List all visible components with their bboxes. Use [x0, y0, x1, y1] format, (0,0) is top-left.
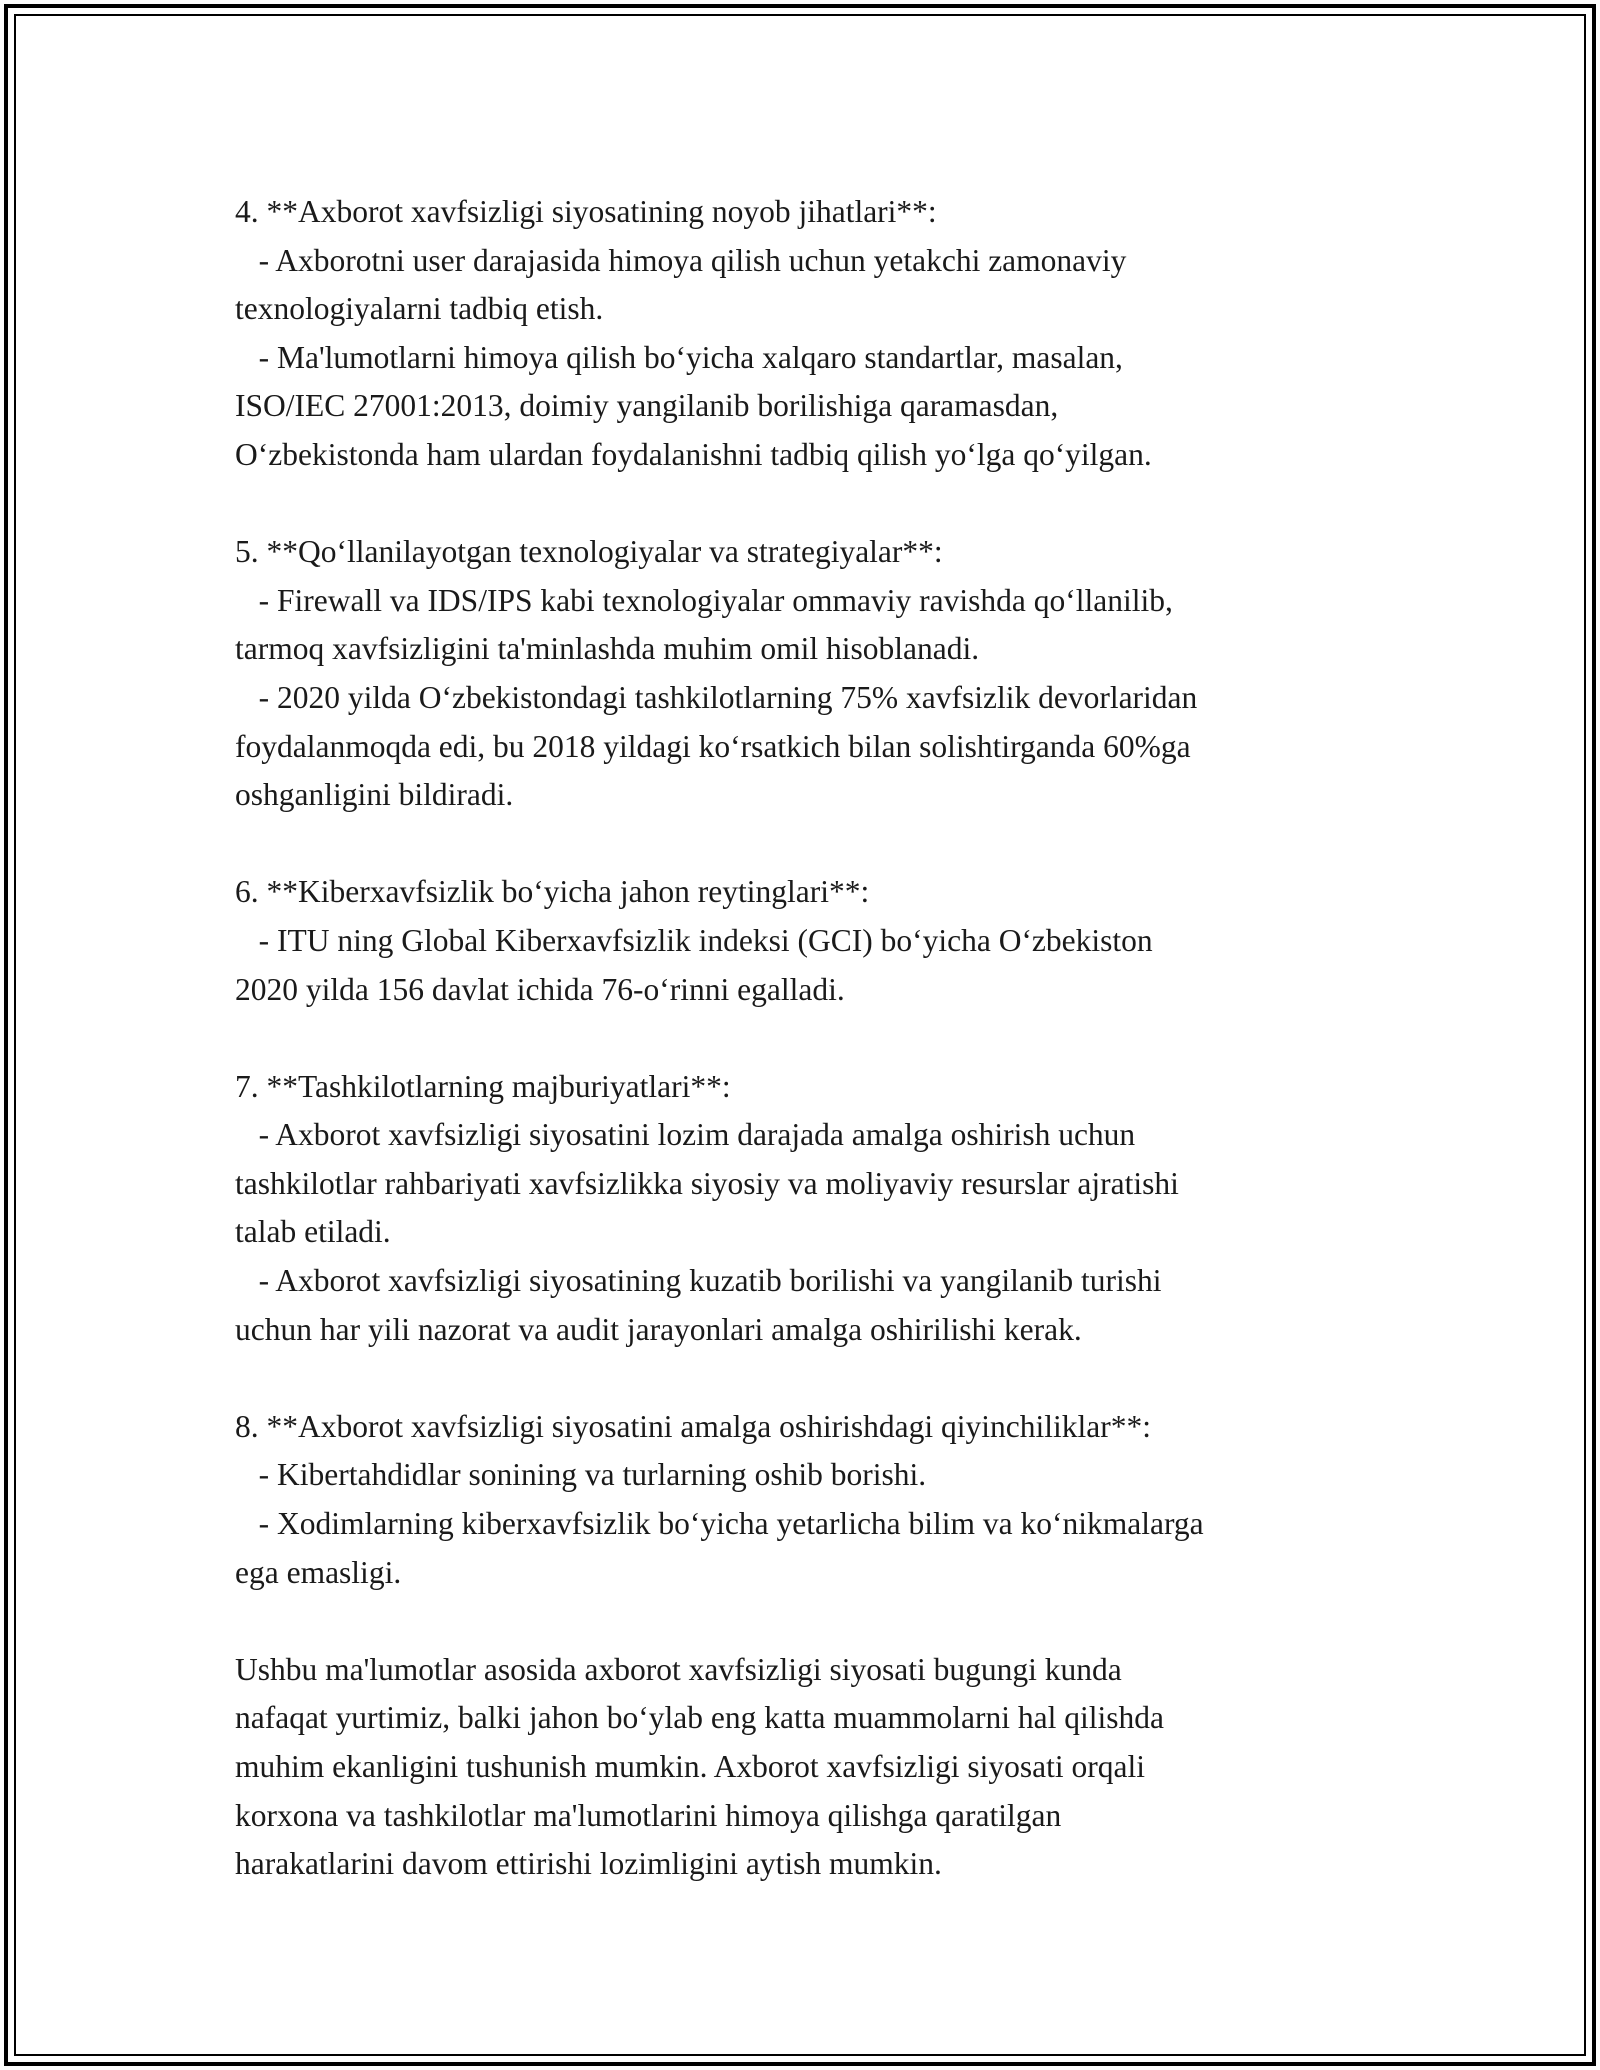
text-line: - Firewall va IDS/IPS kabi texnologiyalar ommaviy ravishda qo‘llanilib,: [235, 582, 1173, 618]
numbered-section: [235, 528, 1415, 820]
section-heading: 7. **Tashkilotlarning majburiyatlari**:: [235, 1068, 731, 1104]
paragraph-gap: [235, 820, 1415, 869]
text-line: talab etiladi.: [235, 1214, 391, 1250]
text-line: uchun har yili nazorat va audit jarayonlari amalga oshirilishi kerak.: [235, 1311, 1082, 1347]
text-line: - Kibertahdidlar sonining va turlarning oshib borishi.: [235, 1457, 927, 1493]
paragraph-gap: [235, 1354, 1415, 1403]
document-body: [235, 188, 1415, 1889]
text-line: muhim ekanligini tushunish mumkin. Axborot xavfsizligi siyosati orqali: [235, 1749, 1145, 1784]
text-line: texnologiyalarni tadbiq etish.: [235, 291, 604, 327]
text-line: - Axborot xavfsizligi siyosatining kuzatib borilishi va yangilanib turishi: [235, 1263, 1162, 1299]
text-line: tarmoq xavfsizligini ta'minlashda muhim omil hisoblanadi.: [235, 631, 980, 667]
text-line: foydalanmoqda edi, bu 2018 yildagi ko‘rsatkich bilan solishtirganda 60%ga: [235, 728, 1191, 764]
paragraph-gap: [235, 480, 1415, 529]
text-line: O‘zbekistonda ham ulardan foydalanishni tadbiq qilish yo‘lga qo‘yilgan.: [235, 436, 1152, 472]
section-heading: 6. **Kiberxavfsizlik bo‘yicha jahon reytinglari**:: [235, 874, 870, 910]
text-line: - 2020 yilda O‘zbekistondagi tashkilotlarning 75% xavfsizlik devorlaridan: [235, 679, 1198, 715]
numbered-section: [235, 1063, 1415, 1355]
text-line: - ITU ning Global Kiberxavfsizlik indeksi (GCI) bo‘yicha O‘zbekiston: [235, 922, 1153, 958]
section-heading: 4. **Axborot xavfsizligi siyosatining noyob jihatlari**:: [235, 194, 937, 229]
paragraph-gap: [235, 1014, 1415, 1063]
text-line: - Axborotni user darajasida himoya qilish uchun yetakchi zamonaviy: [235, 242, 1127, 278]
text-line: - Xodimlarning kiberxavfsizlik bo‘yicha yetarlicha bilim va ko‘nikmalarga: [235, 1506, 1204, 1542]
numbered-section: [235, 868, 1415, 1014]
text-line: ega emasligi.: [235, 1554, 402, 1590]
text-line: nafaqat yurtimiz, balki jahon bo‘ylab eng katta muammolarni hal qilishda: [235, 1700, 1164, 1736]
numbered-section: [235, 188, 1415, 480]
section-heading: 8. **Axborot xavfsizligi siyosatini amalga oshirishdagi qiyinchiliklar**:: [235, 1408, 1151, 1444]
section-heading: 5. **Qo‘llanilayotgan texnologiyalar va strategiyalar**:: [235, 534, 943, 570]
text-line: Ushbu ma'lumotlar asosida axborot xavfsizligi siyosati bugungi kunda: [235, 1651, 1122, 1687]
numbered-section: [235, 1403, 1415, 1597]
text-line: ISO/IEC 27001:2013, doimiy yangilanib borilishiga qaramasdan,: [235, 388, 1059, 424]
text-line: korxona va tashkilotlar ma'lumotlarini himoya qilishga qaratilgan: [235, 1797, 1062, 1833]
conclusion-paragraph: [235, 1646, 1415, 1889]
text-line: oshganligini bildiradi.: [235, 777, 514, 813]
text-line: 2020 yilda 156 davlat ichida 76-o‘rinni egalladi.: [235, 971, 845, 1007]
text-line: harakatlarini davom ettirishi lozimligini aytish mumkin.: [235, 1846, 942, 1882]
paragraph-gap: [235, 1597, 1415, 1646]
text-line: - Ma'lumotlarni himoya qilish bo‘yicha xalqaro standartlar, masalan,: [235, 339, 1123, 375]
text-line: tashkilotlar rahbariyati xavfsizlikka siyosiy va moliyaviy resurslar ajratishi: [235, 1165, 1179, 1201]
text-line: - Axborot xavfsizligi siyosatini lozim darajada amalga oshirish uchun: [235, 1117, 1136, 1153]
